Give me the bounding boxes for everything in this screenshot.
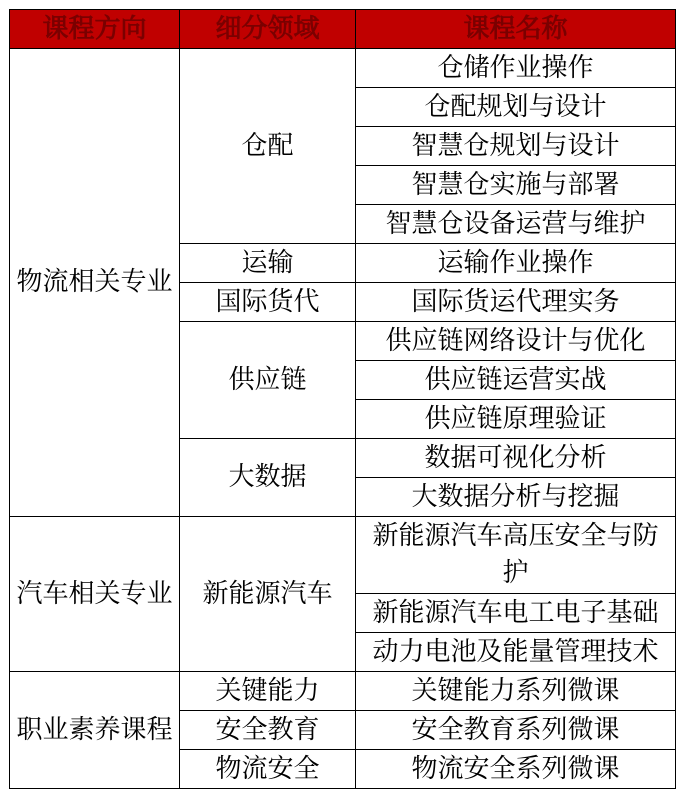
course-cell: 大数据分析与挖掘 [356,478,676,517]
field-cell: 仓配 [180,49,356,244]
field-cell: 供应链 [180,322,356,439]
course-cell: 关键能力系列微课 [356,672,676,711]
field-cell: 新能源汽车 [180,517,356,672]
field-cell: 运输 [180,244,356,283]
course-cell: 物流安全系列微课 [356,750,676,789]
course-cell: 安全教育系列微课 [356,711,676,750]
course-cell: 智慧仓实施与部署 [356,166,676,205]
field-cell: 物流安全 [180,750,356,789]
table-row [10,672,676,711]
field-cell: 安全教育 [180,711,356,750]
field-cell: 大数据 [180,439,356,517]
course-cell: 运输作业操作 [356,244,676,283]
table-row [10,517,676,594]
field-cell: 国际货代 [180,283,356,322]
field-cell: 关键能力 [180,672,356,711]
header-direction: 课程方向 [10,10,180,49]
course-cell: 新能源汽车电工电子基础 [356,594,676,633]
course-cell: 供应链原理验证 [356,400,676,439]
course-table [9,9,676,789]
course-cell: 新能源汽车高压安全与防护 [356,517,676,594]
direction-cell: 物流相关专业 [10,49,180,517]
course-cell: 供应链网络设计与优化 [356,322,676,361]
course-cell: 动力电池及能量管理技术 [356,633,676,672]
course-cell: 国际货运代理实务 [356,283,676,322]
course-cell: 供应链运营实战 [356,361,676,400]
header-course: 课程名称 [356,10,676,49]
course-cell: 智慧仓规划与设计 [356,127,676,166]
course-cell: 仓配规划与设计 [356,88,676,127]
course-cell: 智慧仓设备运营与维护 [356,205,676,244]
course-cell: 数据可视化分析 [356,439,676,478]
direction-cell: 职业素养课程 [10,672,180,789]
header-field: 细分领域 [180,10,356,49]
direction-cell: 汽车相关专业 [10,517,180,672]
header-row [10,10,676,49]
course-cell: 仓储作业操作 [356,49,676,88]
table-row [10,49,676,88]
